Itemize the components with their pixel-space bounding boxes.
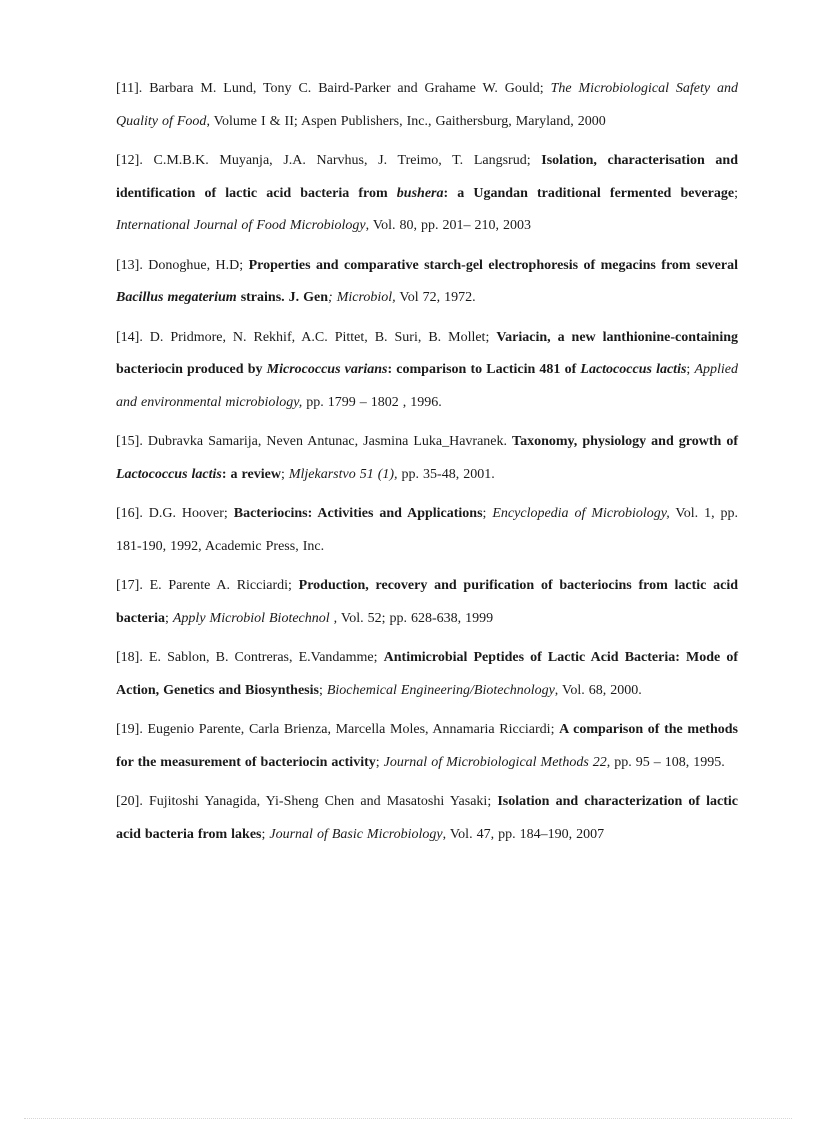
reference-plain-text: ; — [164, 610, 173, 626]
reference-bold-text: Isolation, characterisation and identification of lactic acid bacteria from — [116, 153, 738, 201]
reference-bold-text: Taxonomy, physiology and growth of — [512, 434, 738, 449]
reference-15 — [116, 426, 738, 491]
reference-13 — [116, 250, 738, 315]
reference-bold-italic-text: Lactococcus lactis — [580, 362, 687, 377]
reference-plain-text: , Vol. 52; pp. 628-638, 1999 — [329, 610, 494, 626]
reference-bold-text: : a review — [221, 466, 281, 482]
reference-plain-text: pp. 1799 – 1802 , 1996. — [302, 394, 442, 410]
reference-bold-text: Antimicrobial Peptides of Lactic Acid Bacteria: Mode of Action, Genetics and Biosynthesis — [116, 650, 738, 698]
reference-20 — [116, 786, 738, 851]
reference-plain-text: ; — [280, 466, 289, 482]
reference-19 — [116, 714, 738, 779]
reference-bold-text: : a Ugandan traditional fermented beverage — [443, 185, 735, 201]
reference-plain-text: [17]. E. Parente A. Ricciardi; — [116, 578, 299, 593]
reference-plain-text: , pp. 95 – 108, 1995. — [606, 754, 725, 770]
reference-plain-text: , Volume I & II; Aspen Publishers, Inc., Gaithersburg, Maryland, 2000 — [206, 113, 606, 129]
reference-bold-text: Production, recovery and purification of bacteriocins from lactic acid bacteria — [116, 578, 738, 626]
reference-plain-text: ; — [686, 362, 695, 377]
reference-plain-text: ; — [375, 754, 384, 770]
reference-bold-text: : comparison to Lacticin 481 of — [387, 362, 581, 377]
reference-italic-text: Journal of Microbiological Methods 22 — [383, 754, 607, 770]
reference-12 — [116, 145, 738, 243]
reference-bold-italic-text: bushera — [396, 185, 444, 201]
reference-plain-text: ; — [482, 506, 493, 521]
reference-bold-text: Properties and comparative starch-gel electrophoresis of megacins from several — [248, 257, 738, 273]
reference-list — [116, 73, 738, 858]
reference-italic-text: Mljekarstvo 51 (1), — [288, 466, 398, 482]
reference-plain-text: [13]. Donoghue, H.D; — [116, 257, 249, 273]
reference-14 — [116, 322, 738, 420]
reference-plain-text: [12]. C.M.B.K. Muyanja, J.A. Narvhus, J. Treimo, T. Langsrud; — [116, 153, 542, 168]
reference-italic-text: ; Microbiol, — [328, 290, 396, 305]
reference-bold-italic-text: Micrococcus varians — [266, 362, 388, 377]
reference-plain-text: , Vol. 68, 2000. — [554, 682, 642, 698]
reference-italic-text: International Journal of Food Microbiology — [116, 218, 366, 233]
reference-bold-text: Isolation and characterization of lactic acid bacteria from lakes — [116, 794, 739, 842]
reference-bold-text: strains. J. Gen — [236, 290, 329, 305]
reference-bold-italic-text: Bacillus megaterium — [116, 290, 237, 305]
reference-11 — [116, 73, 738, 138]
reference-plain-text: [16]. D.G. Hoover; — [116, 506, 234, 521]
reference-bold-text: Bacteriocins: Activities and Applications — [233, 506, 483, 521]
reference-plain-text: ; — [261, 826, 270, 842]
reference-plain-text: [18]. E. Sablon, B. Contreras, E.Vandamme; — [116, 650, 384, 665]
reference-plain-text: [20]. Fujitoshi Yanagida, Yi-Sheng Chen and Masatoshi Yasaki; — [116, 794, 498, 809]
reference-plain-text: ; — [318, 682, 327, 698]
reference-plain-text: Vol. 1, pp. 181-190, 1992, Academic Press, Inc. — [116, 506, 739, 554]
reference-italic-text: Apply Microbiol Biotechnol — [172, 610, 330, 626]
reference-plain-text: [15]. Dubravka Samarija, Neven Antunac, Jasmina Luka_Havranek. — [116, 434, 513, 449]
reference-italic-text: The Microbiological Safety and Quality of Food — [116, 81, 738, 129]
page-bottom-rule — [24, 1118, 792, 1119]
reference-18 — [116, 642, 738, 707]
reference-plain-text: pp. 35-48, 2001. — [397, 466, 495, 482]
reference-bold-text: Variacin, a new lanthionine-containing bacteriocin produced by — [116, 329, 738, 377]
reference-plain-text: , Vol. 47, pp. 184–190, 2007 — [442, 826, 605, 842]
reference-plain-text: [11]. Barbara M. Lund, Tony C. Baird-Parker and Grahame W. Gould; — [116, 81, 551, 96]
reference-italic-text: Encyclopedia of Microbiology, — [492, 506, 670, 521]
reference-plain-text: [19]. Eugenio Parente, Carla Brienza, Marcella Moles, Annamaria Ricciardi; — [116, 722, 560, 737]
reference-italic-text: Biochemical Engineering/Biotechnology — [326, 682, 555, 698]
reference-bold-italic-text: Lactococcus lactis — [116, 466, 222, 482]
reference-italic-text: Applied and environmental microbiology, — [116, 362, 738, 410]
reference-italic-text: Journal of Basic Microbiology — [269, 826, 443, 842]
reference-plain-text: [14]. D. Pridmore, N. Rekhif, A.C. Pittet, B. Suri, B. Mollet; — [116, 329, 497, 345]
reference-plain-text: ; — [734, 185, 738, 201]
reference-plain-text: , Vol. 80, pp. 201– 210, 2003 — [365, 218, 532, 233]
reference-17 — [116, 570, 738, 635]
reference-bold-text: A comparison of the methods for the measurement of bacteriocin activity — [116, 722, 738, 770]
reference-16 — [116, 498, 738, 563]
reference-plain-text: Vol 72, 1972. — [395, 290, 476, 305]
